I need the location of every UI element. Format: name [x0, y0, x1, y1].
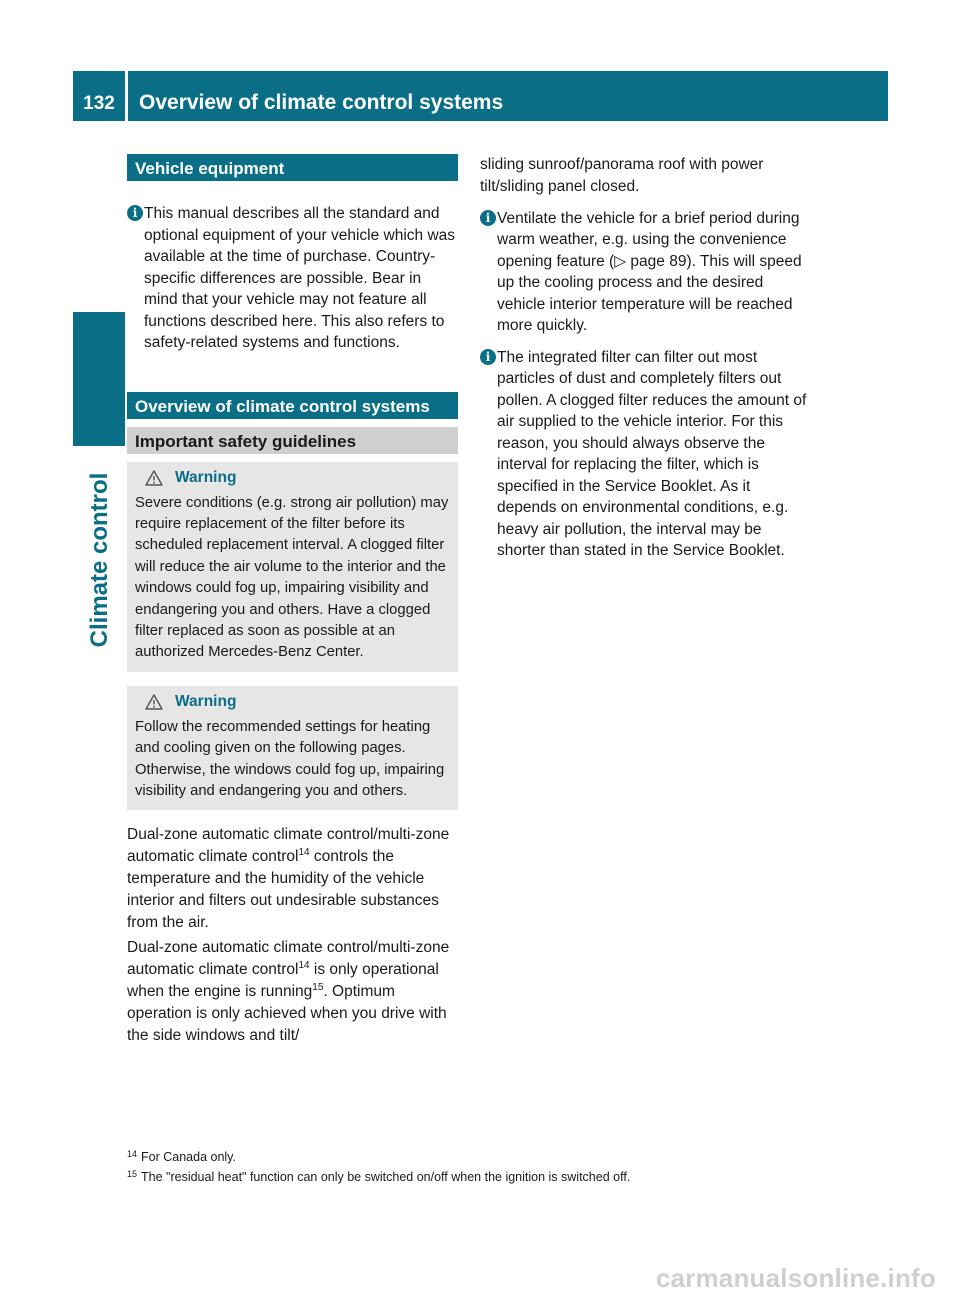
filter-info-text: The integrated filter can filter out most particles of dust and completely filters out pollen. A clogged filter reduces the amount of air supplied to the vehicle interior. For this reason, you should always observe the interval for replacing the filter, which is specified in the Service Booklet. As it depends on environmental conditions, e.g. heavy air pollution, the interval may be shorter than stated in the Service Booklet. [497, 348, 807, 560]
para2-part1: Dual-zone automatic climate control/multi-zone automatic climate control [127, 939, 450, 979]
warning-text: Follow the recommended settings for heating and cooling given on the following pages. Otherwise, the windows could fog up, impairing visibility and endangering you and others. [135, 718, 445, 799]
left-column [127, 154, 458, 1046]
warning-header [145, 469, 450, 487]
filter-info [480, 347, 814, 562]
para2-part2: is only operational when the engine is running [127, 961, 439, 1000]
page-title: Overview of climate control systems [128, 71, 888, 121]
footnote-ref: 15 [312, 981, 324, 993]
warning-box-settings [127, 686, 458, 811]
footnote-text: The "residual heat" function can only be switched on/off when the ignition is switched off. [141, 1170, 631, 1184]
warning-triangle-icon [145, 694, 163, 710]
warning-title: Warning [175, 468, 237, 486]
footnote-ref: 14 [298, 960, 310, 972]
warning-text: Severe conditions (e.g. strong air pollution) may require replacement of the filter before its scheduled replacement interval. A clogged filter will reduce the air volume to the interior and the windows could fog up, impairing visibility and endangering you and others. Have a clogged filter replaced as soon as possible at an authorized Mercedes-Benz Center. [135, 494, 449, 661]
right-column [480, 154, 814, 562]
watermark: carmanualsonline.info [655, 1263, 936, 1293]
footnote [127, 1167, 887, 1187]
warning-box-filter [127, 462, 458, 672]
side-tab-marker [73, 312, 125, 446]
para2-part3: . Optimum operation is only achieved when you drive with the side windows and tilt/ [127, 982, 447, 1044]
para1-part1: Dual-zone automatic climate control/multi-zone automatic climate control [127, 826, 450, 866]
climate-control-paragraph-2 [127, 937, 458, 1046]
info-icon: i [480, 210, 496, 226]
overview-heading: Overview of climate control systems [127, 392, 458, 419]
footnotes [127, 1147, 887, 1187]
footnote-text: For Canada only. [141, 1150, 236, 1164]
footnote-number: 14 [127, 1149, 138, 1159]
vehicle-equipment-heading: Vehicle equipment [127, 154, 458, 181]
page-number: 132 [73, 71, 125, 121]
climate-control-paragraph-1 [127, 824, 458, 933]
vehicle-equipment-info-text: This manual describes all the standard and optional equipment of your vehicle which was available at the time of purchase. Country-specific differences are possible. Bear in mind that your vehicle may not feature all functions described here. This also refers to safety-related systems and functions. [144, 205, 456, 351]
ventilate-info [480, 208, 814, 337]
warning-header [145, 693, 450, 711]
para1-part2: controls the temperature and the humidity of the vehicle interior and filters out undesirable substances from the air. [127, 848, 439, 931]
warning-triangle-icon [145, 470, 163, 486]
continued-paragraph: sliding sunroof/panorama roof with power tilt/sliding panel closed. [480, 156, 764, 195]
safety-guidelines-heading: Important safety guidelines [127, 427, 458, 454]
ventilate-info-text: Ventilate the vehicle for a brief period during warm weather, e.g. using the convenience opening feature (▷ page 89). This will speed up the cooling process and the desired vehicle interior temperature will be reached more quickly. [497, 209, 802, 335]
side-tab-text: Climate control [86, 472, 113, 648]
footnote-ref: 14 [298, 847, 310, 859]
warning-title: Warning [175, 692, 237, 710]
vehicle-equipment-info [127, 203, 458, 354]
info-icon: i [480, 349, 496, 365]
footnote [127, 1147, 887, 1167]
footnote-number: 15 [127, 1169, 138, 1179]
info-icon: i [127, 205, 143, 221]
